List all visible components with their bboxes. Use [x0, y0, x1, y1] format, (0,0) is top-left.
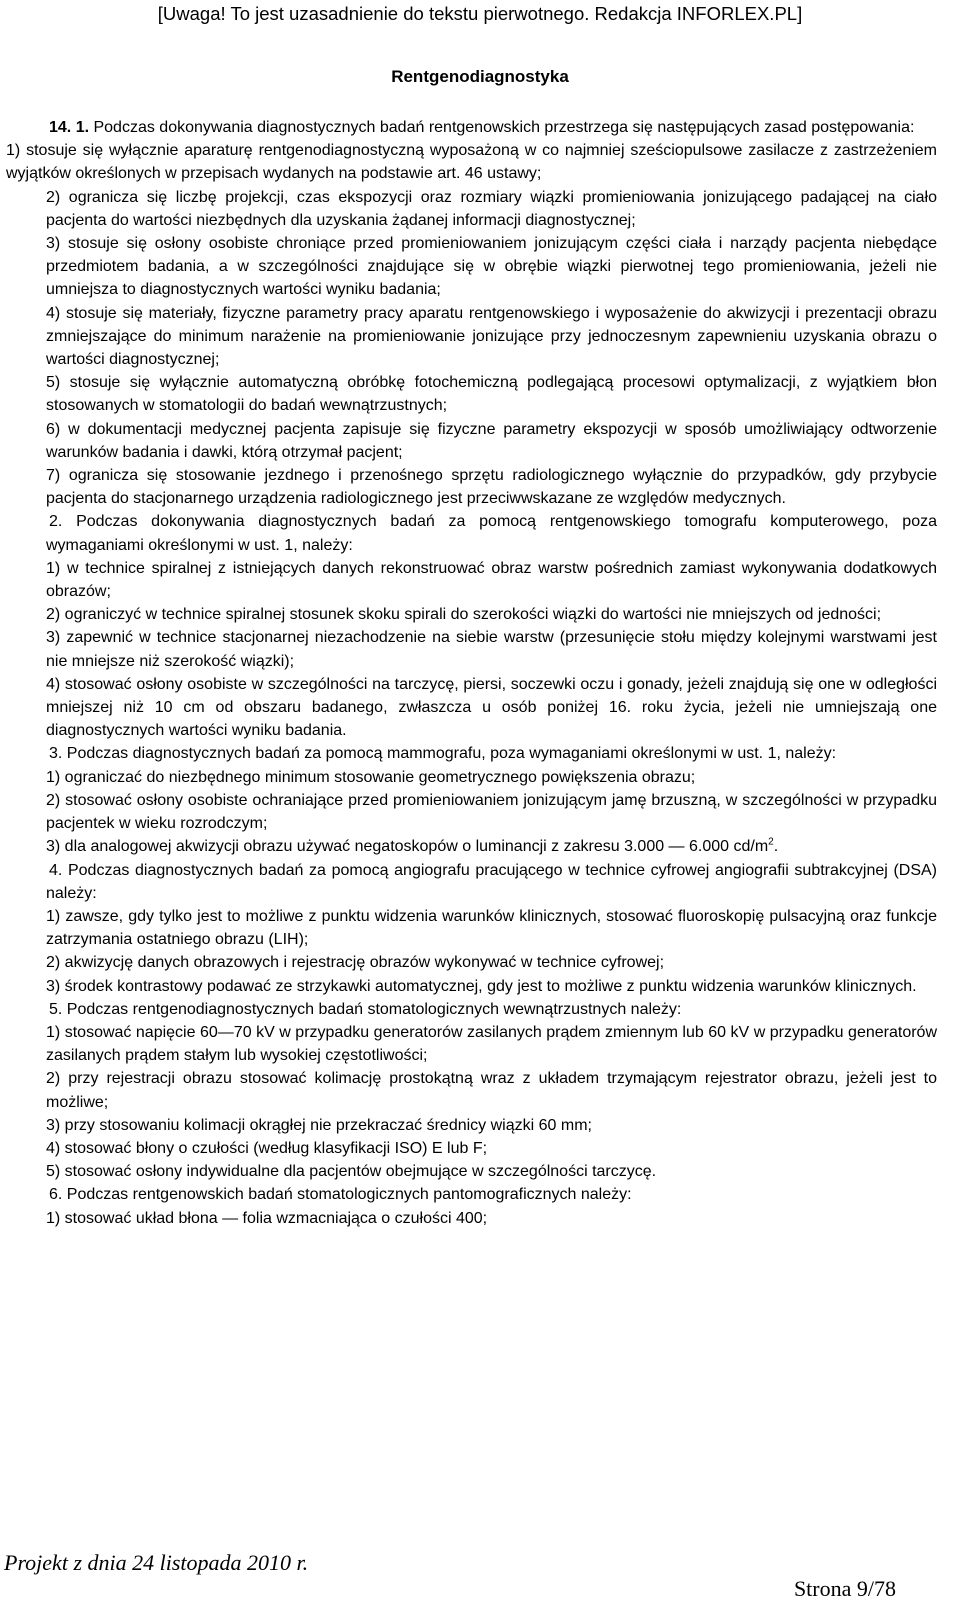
section-3-lead: [46, 742, 937, 765]
section-2-item: 3) zapewnić w technice stacjonarnej niezachodzenie na siebie warstw (przesunięcie stołu między kolejnymi warstwami jest nie mniejsze niż szerokość wiązki);: [46, 629, 937, 670]
section-6-lead-text: Podczas rentgenowskich badań stomatologicznych pantomograficznych należy:: [66, 1186, 632, 1204]
section-5-item: 5) stosować osłony indywidualne dla pacjentów obejmujące w szczególności tarczycę.: [46, 1163, 657, 1181]
section-1-item: 7) ogranicza się stosowanie jezdnego i przenośnego sprzętu radiologicznego wyłącznie do przypadków, gdy przybycie pacjenta do stacjonarnego urządzenia radiologicznego jest przeciwwskazane ze względów medycznych.: [46, 467, 937, 508]
section-2-lead-text: Podczas dokonywania diagnostycznych badań za pomocą rentgenowskiego tomografu komputerowego, poza wymaganiami określonymi w ust. 1, należy:: [46, 513, 937, 554]
section-6-number: 6.: [49, 1186, 63, 1204]
section-3-item-end: .: [773, 838, 779, 856]
section-5-item: 2) przy rejestracji obrazu stosować kolimację prostokątną wraz z układem trzymającym rejestrator obrazu, jeżeli jest to możliwe;: [46, 1070, 937, 1111]
section-5-number: 5.: [49, 1000, 63, 1018]
section-3-item: 1) ograniczać do niezbędnego minimum stosowanie geometrycznego powiększenia obrazu;: [46, 768, 696, 786]
section-5-item: 1) stosować napięcie 60—70 kV w przypadku generatorów zasilanych prądem zmiennym lub 60 kV w przypadku generatorów zasilanych prądem stałym lub wysokiej częstotliwości;: [46, 1023, 937, 1065]
section-5-lead: [46, 998, 937, 1021]
editorial-banner: [Uwaga! To jest uzasadnienie do tekstu pierwotnego. Redakcja INFORLEX.PL]: [157, 3, 803, 24]
page-number: Strona 9/78: [793, 1576, 896, 1601]
section-4-lead: [46, 859, 937, 905]
document-body: [6, 116, 937, 1230]
section-5-item: 4) stosować błony o czułości (według klasyfikacji ISO) E lub F;: [46, 1139, 488, 1157]
section-4-number: 4.: [49, 861, 63, 879]
section-3-item: 2) stosować osłony osobiste ochraniające przed promieniowaniem jonizującym jamę brzuszną, w szczególności w przypadku pacjentek w wieku rozrodczym;: [46, 791, 937, 833]
project-date-footer: Projekt z dnia 24 listopada 2010 r.: [4, 1550, 309, 1575]
section-1-item: 4) stosuje się materiały, fizyczne parametry pracy aparatu rentgenowskiego i wyposażenie do akwizycji i prezentacji obrazu zmniejszające do minimum narażenie na promieniowanie jonizujące przy jednoczesnym zapewnieniu uzyskania obrazu o wartości diagnostycznej;: [46, 304, 937, 369]
section-2-item: 2) ograniczyć w technice spiralnej stosunek skoku spirali do szerokości wiązki do wartości nie mniejszych od jedności;: [46, 606, 882, 624]
section-5-item: 3) przy stosowaniu kolimacji okrągłej nie przekraczać średnicy wiązki 60 mm;: [46, 1116, 592, 1134]
section-6-item: 1) stosować układ błona — folia wzmacniająca o czułości 400;: [46, 1209, 488, 1227]
section-1-item: 6) w dokumentacji medycznej pacjenta zapisuje się fizyczne parametry ekspozycji w sposób umożliwiający odtworzenie warunków badania i dawki, którą otrzymał pacjent;: [46, 420, 937, 461]
section-2-item: 1) w technice spiralnej z istniejących danych rekonstruować obraz warstw pośrednich zamiast wykonywania dodatkowych obrazów;: [46, 559, 937, 601]
section-4-item: 2) akwizycję danych obrazowych i rejestrację obrazów wykonywać w technice cyfrowej;: [46, 954, 665, 972]
section-3-lead-text: Podczas diagnostycznych badań za pomocą mammografu, poza wymaganiami określonymi w ust. 1, należy:: [66, 745, 837, 763]
section-5-lead-text: Podczas rentgenodiagnostycznych badań stomatologicznych wewnątrzustnych należy:: [66, 1000, 682, 1018]
section-3-number: 3.: [49, 745, 63, 763]
section-2-lead: [46, 510, 937, 556]
section-4-lead-text: Podczas diagnostycznych badań za pomocą angiografu pracującego w technice cyfrowej angiografii subtrakcyjnej (DSA) należy:: [46, 861, 937, 902]
unit-superscript: 2: [768, 836, 774, 848]
section-2-number: 2.: [49, 513, 63, 531]
section-1-item: 1) stosuje się wyłącznie aparaturę rentgenodiagnostyczną wyposażoną w co najmniej sześciopulsowe zasilacze z zastrzeżeniem wyjątków określonych w przepisach wydanych na podstawie art. 46 ustawy;: [6, 142, 937, 183]
section-6-lead: [46, 1183, 937, 1206]
section-3-item-text: 3) dla analogowej akwizycji obrazu używać negatoskopów o luminancji z zakresu 3.000 — 6.000 cd/m: [46, 838, 769, 856]
section-1-number: 14. 1.: [49, 119, 90, 136]
section-1-lead-text: Podczas dokonywania diagnostycznych badań rentgenowskich przestrzega się następujących zasad postępowania:: [93, 119, 915, 136]
section-4-item: 3) środek kontrastowy podawać ze strzykawki automatycznej, gdy jest to możliwe z punktu widzenia warunków klinicznych.: [46, 977, 917, 995]
section-1-item: 5) stosuje się wyłącznie automatyczną obróbkę fotochemiczną podlegającą procesowi optymalizacji, z wyjątkiem błon stosowanych w stomatologii do badań wewnątrzustnych;: [46, 374, 937, 415]
section-4-item: 1) zawsze, gdy tylko jest to możliwe z punktu widzenia warunków klinicznych, stosować fluoroskopię pulsacyjną oraz funkcje zatrzymania ostatniego obrazu (LIH);: [46, 907, 937, 949]
section-1-item: 3) stosuje się osłony osobiste chroniące przed promieniowaniem jonizującym części ciała i narządy pacjenta niebędące przedmiotem badania, a w szczególności znajdujące się w obrębie wiązki pierwotnej tego promieniowania, jeżeli nie umniejsza to diagnostycznych wartości wyniku badania;: [46, 235, 937, 299]
section-2-item: 4) stosować osłony osobiste w szczególności na tarczycę, piersi, soczewki oczu i gonady, jeżeli znajdują się one w odległości mniejszej niż 10 cm od obszaru badanego, zwłaszcza u osób poniżej 16. roku życia, jeżeli nie umniejszają one diagnostycznych wartości wyniku badania.: [46, 675, 937, 740]
section-1-item: 2) ogranicza się liczbę projekcji, czas ekspozycji oraz rozmiary wiązki promieniowania jonizującego padającej na ciało pacjenta do wartości niezbędnych dla uzyskania żądanej informacji diagnostycznej;: [46, 188, 937, 229]
document-title: Rentgenodiagnostyka: [391, 67, 569, 86]
section-3-item: [46, 835, 937, 858]
section-1-lead: [46, 116, 937, 139]
